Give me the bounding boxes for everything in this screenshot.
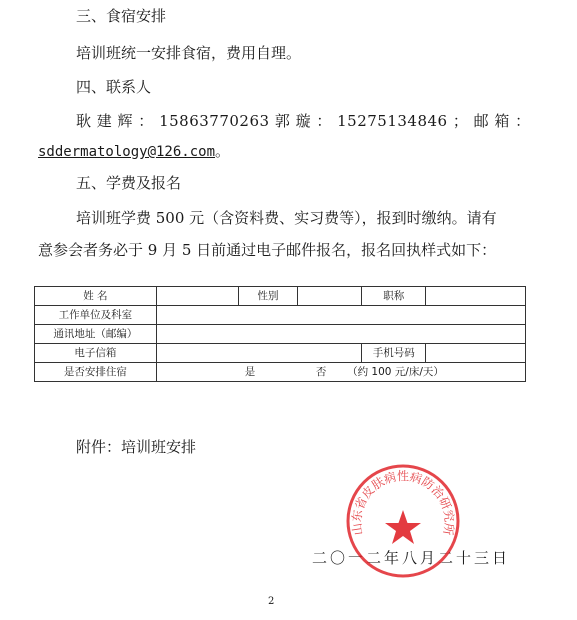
table-row: [35, 287, 526, 306]
page-number: 2: [268, 596, 275, 607]
address-label: 通讯地址（邮编）: [35, 325, 157, 344]
name-label: 姓 名: [35, 287, 157, 306]
title-value-cell[interactable]: [426, 287, 526, 306]
name-value-cell[interactable]: [156, 287, 238, 306]
address-value-cell[interactable]: [156, 325, 525, 344]
date-signature: 二〇一二年八月二十三日: [312, 549, 511, 567]
registration-form-table: [34, 286, 526, 382]
phone-value-cell[interactable]: [426, 344, 526, 363]
contact-email[interactable]: sddermatology@126.com: [38, 144, 216, 160]
lodging-options-cell[interactable]: [156, 363, 525, 382]
section-4-contact-line: 耿 建 辉 ： 15863770263 郭 璇 ： 15275134846 ； 邮 箱 ：: [76, 112, 531, 130]
title-label: 职称: [362, 287, 426, 306]
section-3-heading: 三、食宿安排: [76, 7, 167, 25]
section-5-body-line1: 培训班学费 500 元（含资料费、实习费等），报到时缴纳。请有: [76, 209, 497, 227]
unit-label: 工作单位及科室: [35, 306, 157, 325]
section-5-heading: 五、学费及报名: [76, 174, 182, 192]
gender-label: 性别: [238, 287, 298, 306]
star-icon: [385, 510, 421, 544]
lodging-price-note: （约 100 元/床/天）: [347, 366, 444, 378]
official-seal-stamp: [344, 462, 462, 580]
email-value-cell[interactable]: [156, 344, 362, 363]
lodging-no-option[interactable]: 否: [315, 366, 327, 378]
section-3-body: 培训班统一安排食宿，费用自理。: [76, 44, 302, 62]
table-row: [35, 325, 526, 344]
table-row: [35, 363, 526, 382]
phone-label: 手机号码: [362, 344, 426, 363]
section-5-body-line2: 意参会者务必于 9 月 5 日前通过电子邮件报名，报名回执样式如下：: [38, 241, 497, 259]
table-row: [35, 344, 526, 363]
lodging-yes-option[interactable]: 是: [244, 366, 256, 378]
lodging-label: 是否安排住宿: [35, 363, 157, 382]
attachment-note: 附件：培训班安排: [76, 438, 197, 456]
unit-value-cell[interactable]: [156, 306, 525, 325]
section-4-heading: 四、联系人: [76, 78, 152, 96]
section-4-email-line: [38, 141, 230, 162]
seal-text: 山东省皮肤病性病防治研究所: [349, 469, 457, 537]
email-label: 电子信箱: [35, 344, 157, 363]
email-suffix: 。: [215, 142, 231, 160]
table-row: [35, 306, 526, 325]
gender-value-cell[interactable]: [298, 287, 362, 306]
